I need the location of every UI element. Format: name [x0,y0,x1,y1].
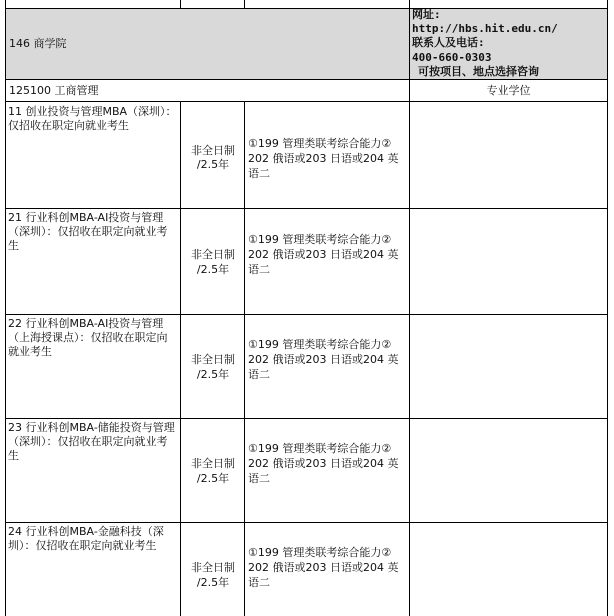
grid-line [244,101,245,616]
study-mode: 非全日制 [191,144,235,157]
grid-line [180,101,181,616]
study-mode: 非全日制 [191,561,235,574]
grid-line [5,418,608,419]
exam-line: ①199 管理类联考综合能力② [248,546,392,559]
direction-cell: 24 行业科创MBA-金融科技（深圳）：仅招收在职定向就业考生 [8,525,164,552]
study-mode: 非全日制 [191,457,235,470]
exam-line: 语二 [248,263,270,276]
grid-line [5,8,608,9]
direction-cell: 21 行业科创MBA-AI投资与管理（深圳）：仅招收在职定向就业考生 [8,211,168,252]
direction-cell: 11 创业投资与管理MBA（深圳）：仅招收在职定向就业考生 [8,105,177,132]
exam-line: 202 俄语或203 日语或204 英 [248,561,399,574]
website-label: 网址: [412,8,441,21]
grid-line [5,79,608,80]
major-name: 125100 工商管理 [9,84,99,97]
study-duration: /2.5年 [196,472,230,485]
grid-line [180,0,181,9]
phone-number: 400-660-0303 [412,51,492,64]
exam-line: 202 俄语或203 日语或204 英 [248,353,399,366]
consult-note: 可按项目、地点选择咨询 [418,65,539,78]
grid-line [5,208,608,209]
direction-cell: 23 行业科创MBA-储能投资与管理（深圳）：仅招收在职定向就业考生 [8,421,175,462]
degree-type: 专业学位 [486,84,531,97]
study-duration: /2.5年 [196,158,230,171]
exam-line: 202 俄语或203 日语或204 英 [248,248,399,261]
website-url: http://hbs.hit.edu.cn/ [412,22,558,35]
grid-line [5,101,608,102]
grid-line [244,0,245,9]
exam-line: 语二 [248,167,270,180]
exam-line: 语二 [248,472,270,485]
grid-line [5,0,6,616]
exam-line: ①199 管理类联考综合能力② [248,338,392,351]
study-mode: 非全日制 [191,248,235,261]
study-mode: 非全日制 [191,353,235,366]
grid-line [5,314,608,315]
direction-cell: 22 行业科创MBA-AI投资与管理（上海授课点）：仅招收在职定向就业考生 [8,317,168,358]
exam-line: 语二 [248,368,270,381]
grid-line [607,0,608,616]
study-duration: /2.5年 [196,576,230,589]
grid-line [5,522,608,523]
exam-line: 202 俄语或203 日语或204 英 [248,152,399,165]
school-name: 146 商学院 [9,37,67,50]
exam-line: ①199 管理类联考综合能力② [248,137,392,150]
exam-line: ①199 管理类联考综合能力② [248,442,392,455]
contact-label: 联系人及电话: [412,36,485,49]
study-duration: /2.5年 [196,263,230,276]
exam-line: ①199 管理类联考综合能力② [248,233,392,246]
study-duration: /2.5年 [196,368,230,381]
exam-line: 语二 [248,576,270,589]
exam-line: 202 俄语或203 日语或204 英 [248,457,399,470]
